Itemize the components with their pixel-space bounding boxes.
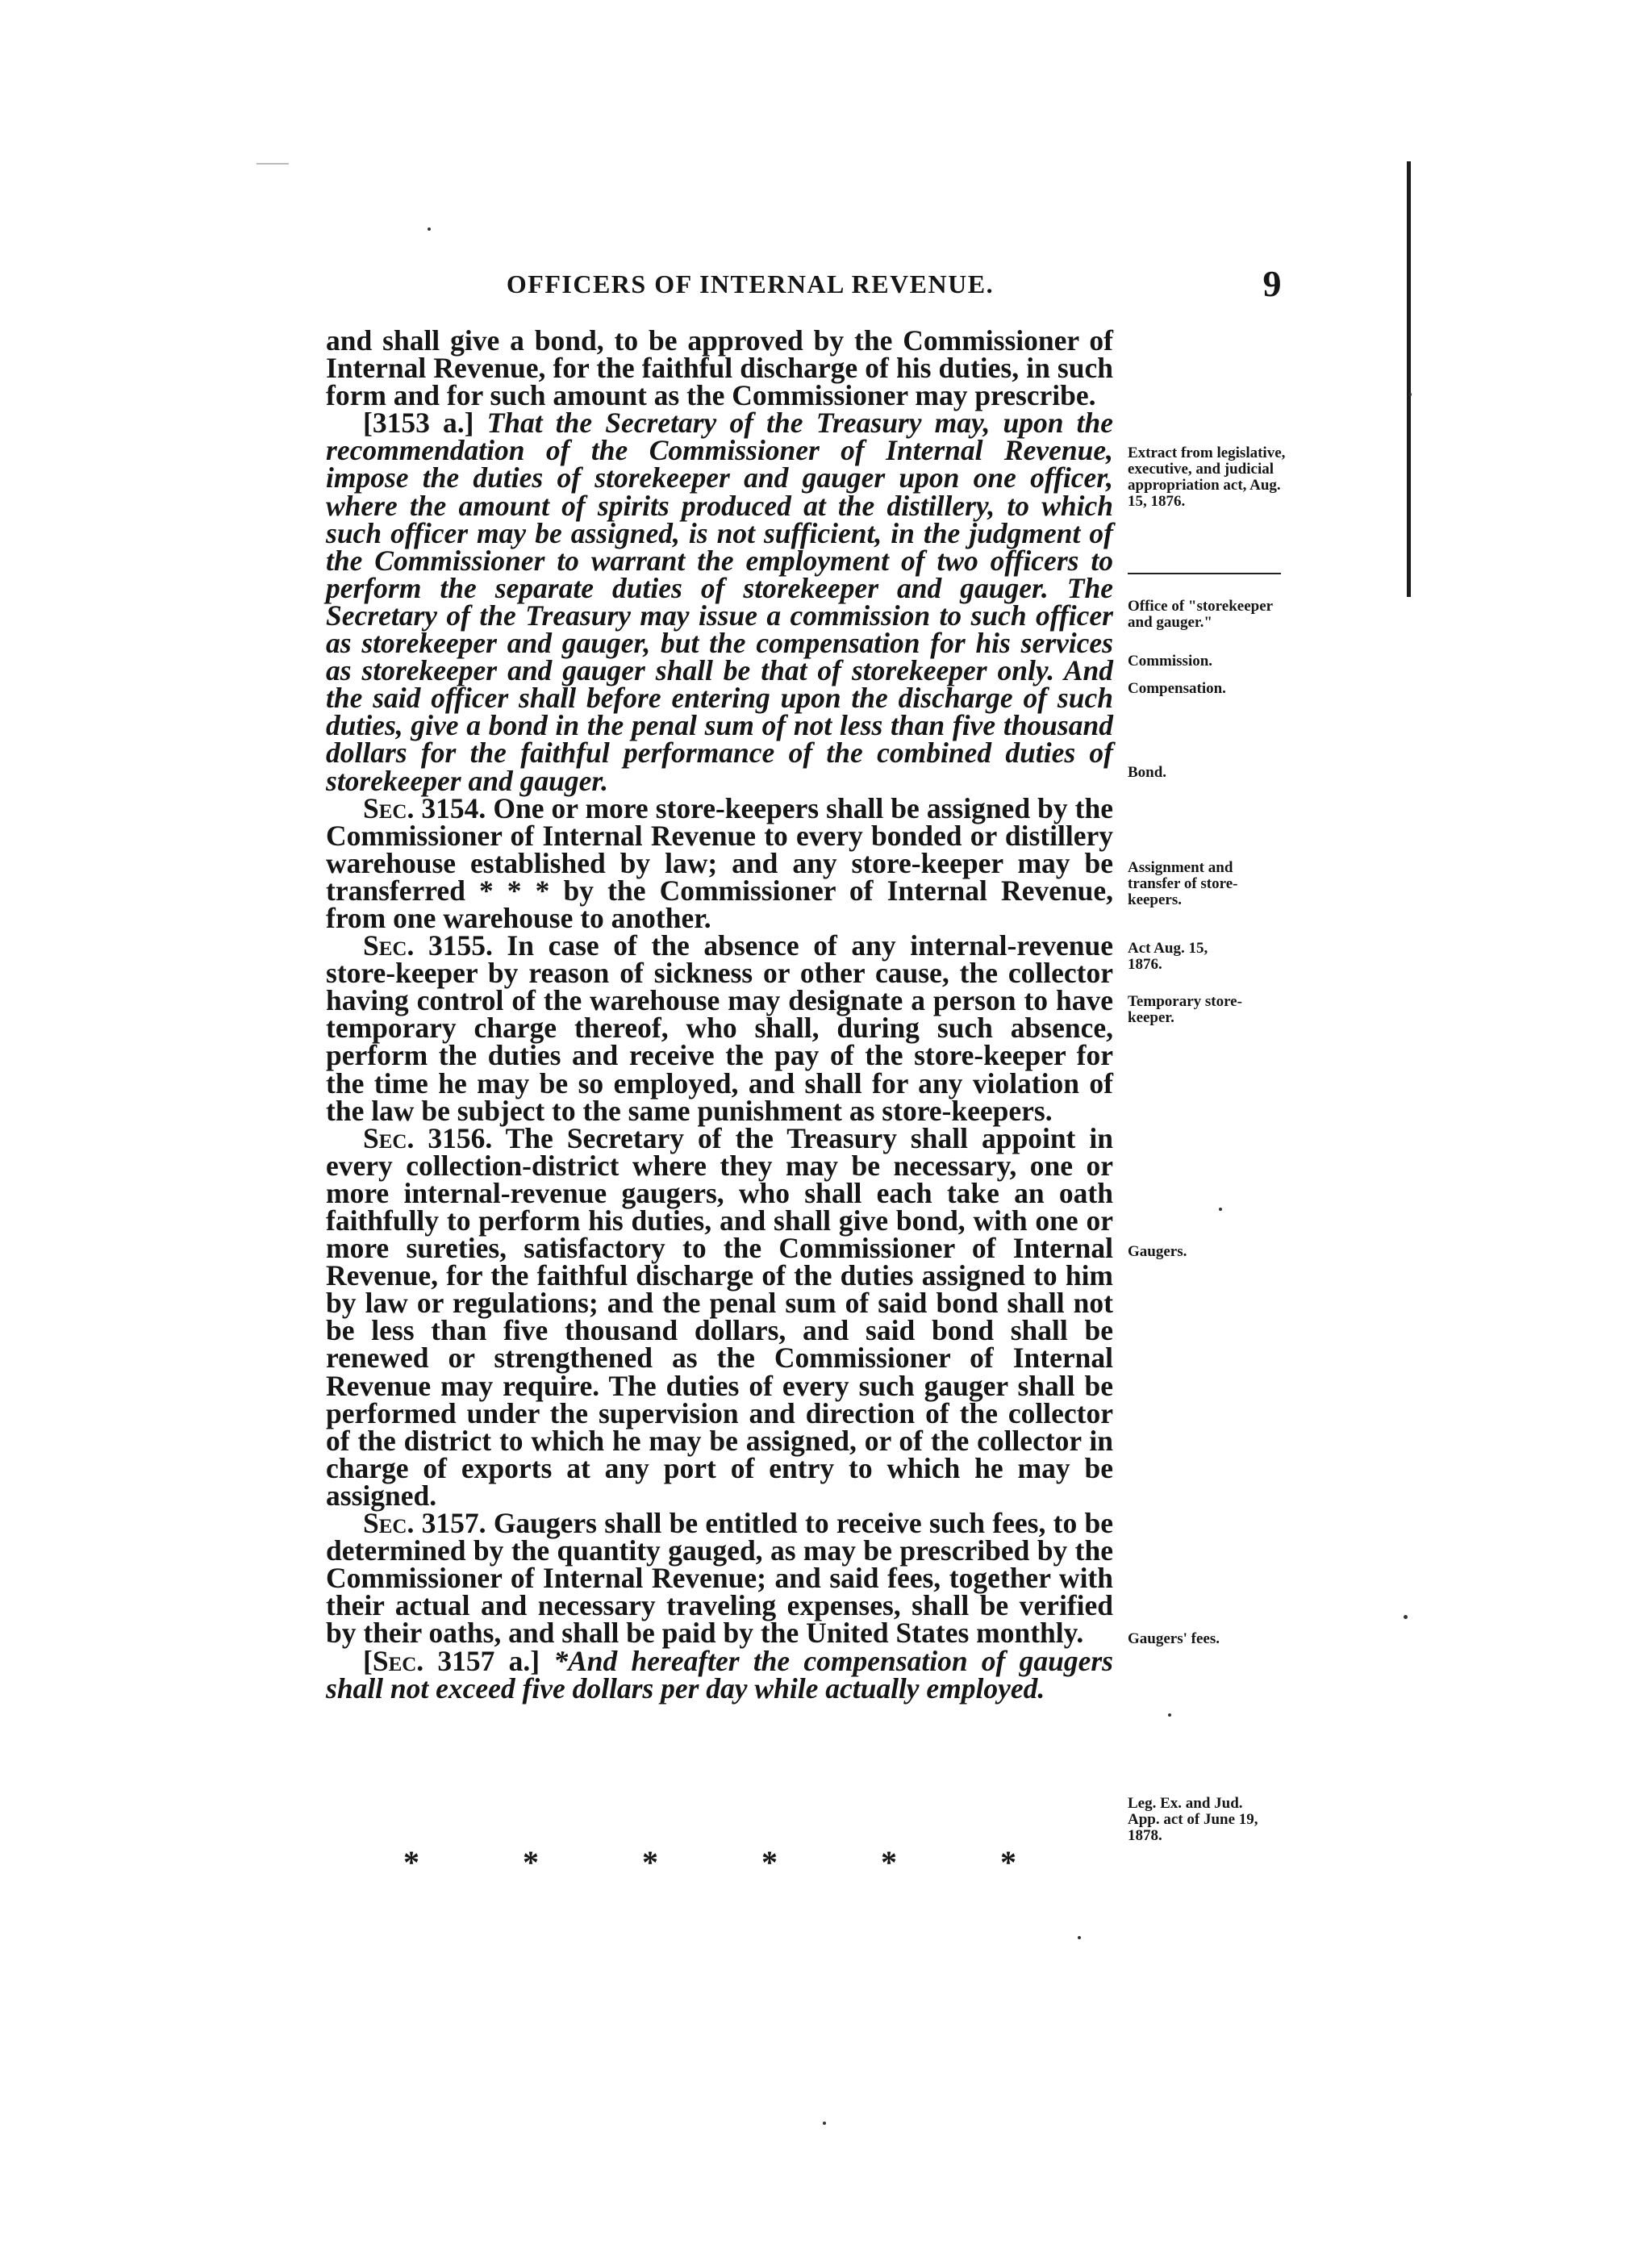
margin-note-compensation: Compensation. [1128,680,1226,697]
asterisk: * [881,1844,897,1880]
section-3155: Sec. 3155. In case of the absence of any internal-revenue store-keeper by reason of sickness or other cause, the collector having control of the warehouse may designate a person to have temporary charge thereof, who shall, during such absence, perform the duties and receive the pay of the store-keeper for the time he may be so employed, and shall for any violation of the law be subject to the same punishment as store-keepers. [326,929,1113,1127]
margin-note-extract: Extract from legislative, executive, and judicial appropriation act, Aug. 15, 1876. [1128,444,1286,510]
scan-mark [257,163,289,165]
asterisk: * [642,1844,658,1880]
section-3153a: [3153 a.] That the Secretary of the Treasury may, upon the recommendation of the Commissioner of Internal Revenue, impose the duties of storekeeper and gauger upon one officer, where the amount of spirits produced at the distillery, to which such officer may be assigned, is not sufficient, in the judgment of the Commissioner to warrant the employment of two officers to perform the separate duties of storekeeper and gauger. The Secretary of the Treasury may issue a commission to such officer as storekeeper and gauger, but the compensation for his services as storekeeper and gauger shall be that of storekeeper only. And the said officer shall before entering upon the discharge of such duties, give a bond in the penal sum of not less than five thousand dollars for the faithful performance of the combined duties of storekeeper and gauger. [326,407,1113,797]
margin-rule [1128,573,1281,574]
margin-note-gaugers: Gaugers. [1128,1243,1187,1260]
section-3154: Sec. 3154. One or more store-keepers shall be assigned by the Commissioner of Internal Revenue to every bonded or distillery warehouse established by law; and any store-keeper may be transferred * * * by the Commissioner of Internal Revenue, from one warehouse to another. [326,791,1113,934]
margin-note-office: Office of "storekeeper and gauger." [1128,598,1273,631]
page-edge-line [1407,161,1411,597]
margin-note-assignment: Assignment and transfer of store-keepers. [1128,859,1238,908]
section-3157a: [Sec. 3157 a.] *And hereafter the compensation of gaugers shall not exceed five dollars per day while actually employed. [326,1644,1113,1705]
margin-note-bond: Bond. [1128,764,1167,781]
asterisk: * [761,1844,778,1880]
asterisk: * [1000,1844,1016,1880]
margin-note-gaugers-fees: Gaugers' fees. [1128,1630,1220,1647]
asterisk: * [523,1844,539,1880]
ink-speck [428,227,431,231]
ink-speck [1409,393,1412,396]
paragraph-continuation: and shall give a bond, to be approved by the Commissioner of Internal Revenue, for the faithful discharge of his duties, in such form and for such amount as the Commissioner may prescribe. [326,324,1113,412]
ink-speck [1219,1208,1222,1211]
page-number: 9 [1262,263,1283,304]
margin-note-act: Act Aug. 15, 1876. [1128,940,1208,973]
body-text [326,324,1113,1705]
ink-speck [1404,1615,1408,1619]
asterisk: * [403,1844,419,1880]
ink-speck [1078,1936,1081,1939]
ink-speck [1168,1713,1171,1717]
margin-note-commission: Commission. [1128,653,1213,670]
margin-note-leg: Leg. Ex. and Jud. App. act of June 19, 1878. [1128,1795,1258,1844]
section-3157: Sec. 3157. Gaugers shall be entitled to receive such fees, to be determined by the quantity gauged, as may be prescribed by the Commissioner of Internal Revenue; and said fees, together with their actual and necessary traveling expenses, shall be verified by their oaths, and shall be paid by the United States monthly. [326,1507,1113,1650]
margin-note-temporary: Temporary store-keeper. [1128,993,1242,1026]
ink-speck [823,2122,826,2125]
section-3156: Sec. 3156. The Secretary of the Treasury shall appoint in every collection-district where they may be necessary, one or more internal-revenue gaugers, who shall each take an oath faithfully to perform his duties, and shall give bond, with one or more sureties, satisfactory to the Commissioner of Internal Revenue, for the faithful discharge of the duties assigned to him by law or regulations; and the penal sum of said bond shall not be less than five thousand dollars, and said bond shall be renewed or strengthened as the Commissioner of Internal Revenue may require. The duties of every such gauger shall be performed under the supervision and direction of the collector of the district to which he may be assigned, or of the collector in charge of exports at any port of entry to which he may be assigned. [326,1121,1113,1512]
asterisk-row [403,1843,1016,1881]
running-title: OFFICERS OF INTERNAL REVENUE. [506,269,995,298]
